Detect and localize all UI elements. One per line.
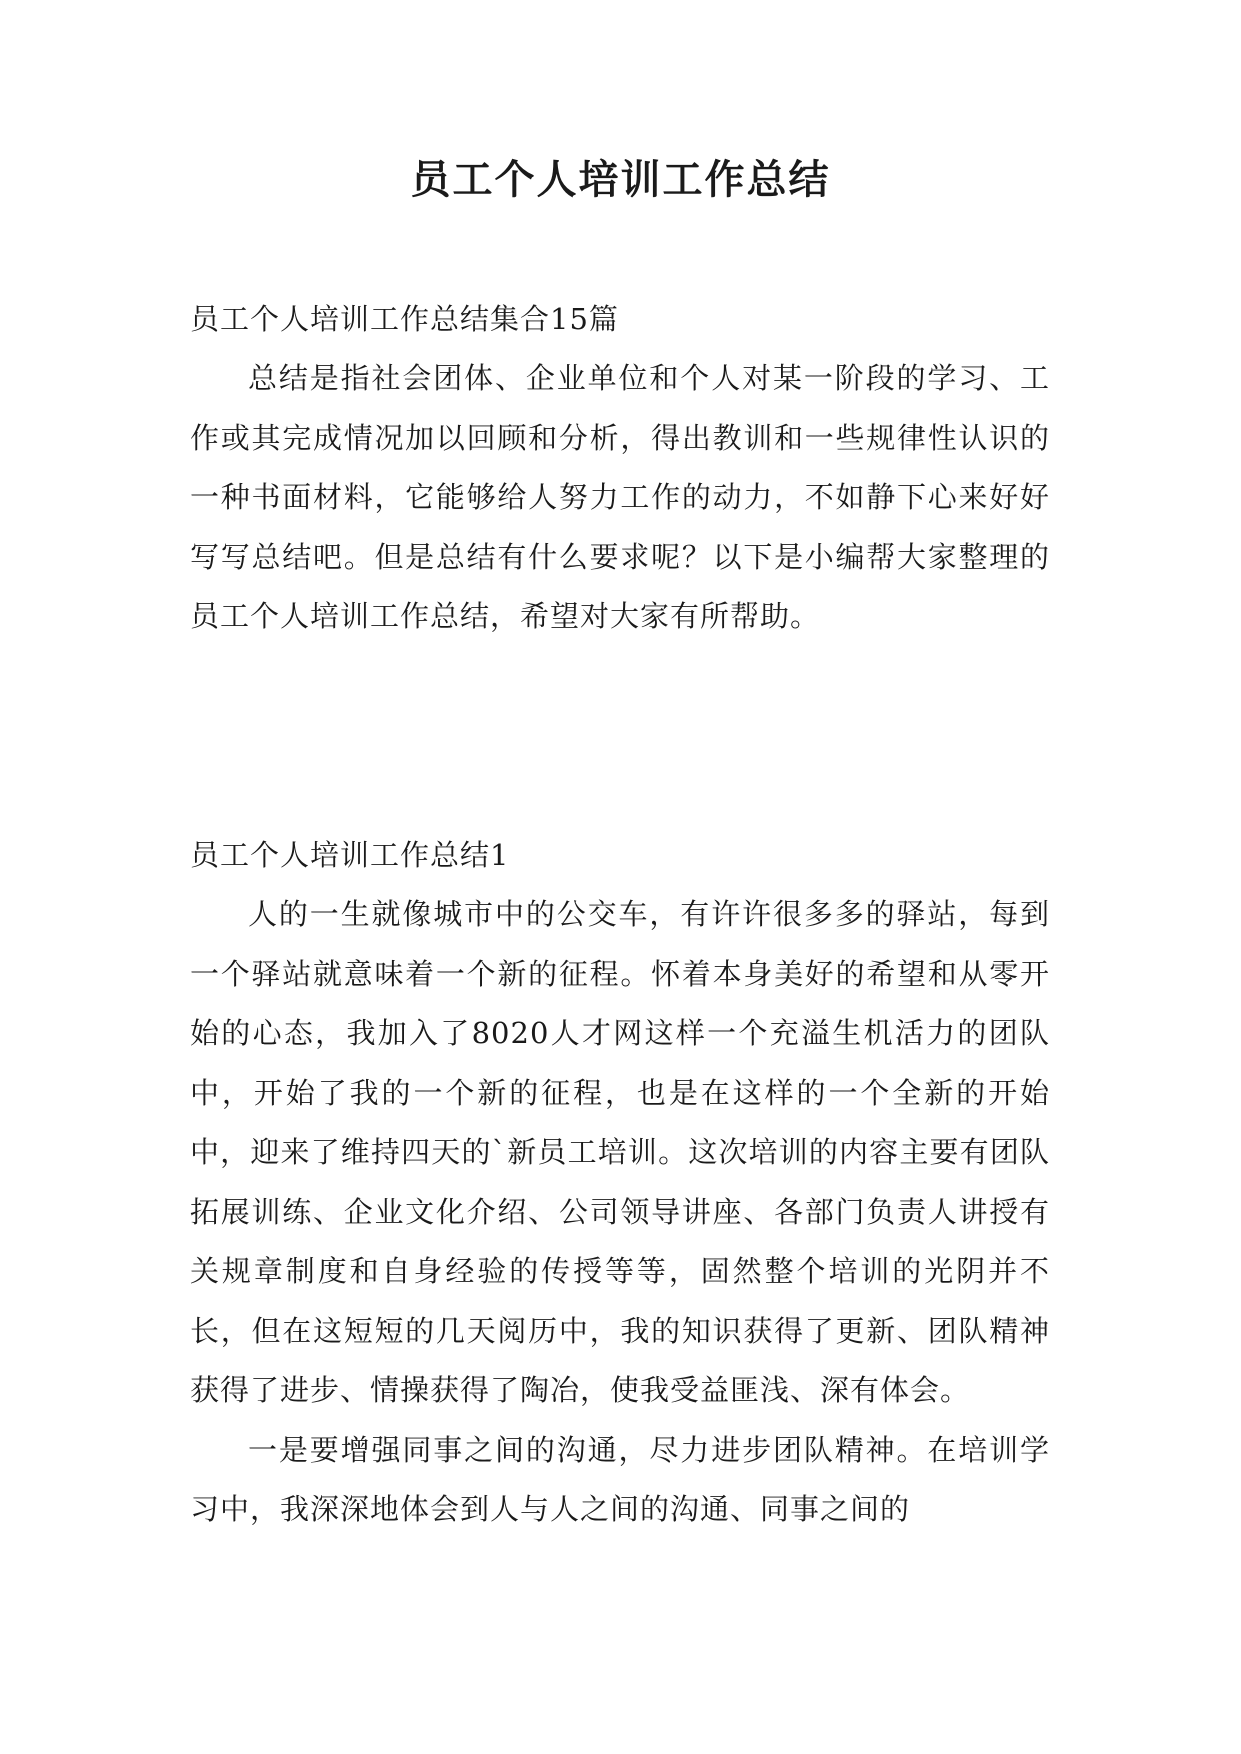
section-1-paragraph: 一是要增强同事之间的沟通，尽力进步团队精神。在培训学习中，我深深地体会到人与人之间的沟通、同事之间的 <box>190 1432 1050 1526</box>
document-title: 员工个人培训工作总结 <box>410 156 831 203</box>
section-1-paragraph: 人的一生就像城市中的公交车，有许许很多多的驿站，每到一个驿站就意味着一个新的征程。怀着本身美好的希望和从零开始的心态，我加入了8020人才网这样一个充溢生机活力的团队中，开始了我的一个新的征程，也是在这样的一个全新的开始中，迎来了维持四天的`新员工培训。这次培训的内容主要有团队拓展训练、企业文化介绍、公司领导讲座、各部门负责人讲授有关规章制度和自身经验的传授等等，固然整个培训的光阴并不长，但在这短短的几天阅历中，我的知识获得了更新、团队精神获得了进步、情操获得了陶冶，使我受益匪浅、深有体会。 <box>190 897 1050 1407</box>
section-1 <box>190 825 1050 1540</box>
section-1-heading: 员工个人培训工作总结1 <box>190 838 510 872</box>
intro-paragraph: 总结是指社会团体、企业单位和个人对某一阶段的学习、工作或其完成情况加以回顾和分析，得出教训和一些规律性认识的一种书面材料，它能够给人努力工作的动力，不如静下心来好好写写总结吧。但是总结有什么要求呢？以下是小编帮大家整理的员工个人培训工作总结，希望对大家有所帮助。 <box>190 361 1050 633</box>
intro-section <box>190 289 1050 647</box>
intro-heading: 员工个人培训工作总结集合15篇 <box>190 302 619 336</box>
